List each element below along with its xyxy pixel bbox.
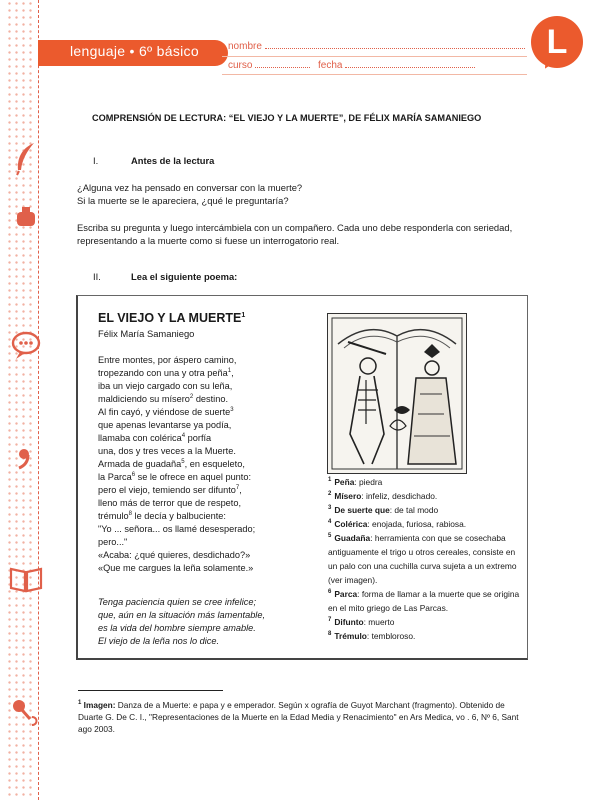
poem-line: trémulo$^8$ le decía y balbuciente: xyxy=(98,510,226,521)
question-1: ¿Alguna vez ha pensado en conversar con la muerte? xyxy=(77,182,303,193)
glossary-definition: : infeliz, desdichado. xyxy=(361,491,438,501)
poem-line: «Acaba: ¿qué quieres, desdichado?» xyxy=(98,550,251,560)
question-block xyxy=(77,182,527,207)
poem-line: Al fin cayó, y viéndose de suerte$^3$ xyxy=(98,406,234,417)
poem-line: maldiciendo su mísero$^2$ destino. xyxy=(98,393,228,404)
name-field[interactable] xyxy=(228,41,525,52)
section-2-label: Lea el siguiente poema: xyxy=(131,271,238,282)
poem-note-ref: 7 xyxy=(235,484,240,491)
glossary-term: Colérica xyxy=(334,519,368,529)
instruction-text: Escriba su pregunta y luego intercámbiela con un compañero. Cada uno debe responderla con seriedad, representando a la muerte como si fuese un interrogatorio real. xyxy=(77,222,513,246)
glossary-entry: $^4$ Colérica: enojada, furiosa, rabiosa. xyxy=(328,519,467,529)
glossary xyxy=(328,475,522,643)
poem-author: Félix María Samaniego xyxy=(98,328,195,339)
margin-line xyxy=(38,0,39,800)
poem-line: tropezando con una y otra peña$^1$, xyxy=(98,367,234,378)
poem-note-ref: 1 xyxy=(227,367,232,374)
poem-note-ref: 5 xyxy=(181,458,185,465)
poem-line: lleno más de terror que de respeto, xyxy=(98,498,241,508)
glossary-term: Guadaña xyxy=(334,533,371,543)
glossary-entry: $^7$ Difunto: muerto xyxy=(328,617,395,627)
subject-grade xyxy=(70,43,199,59)
footnote-number: 1 xyxy=(78,700,82,706)
glossary-entry: $^8$ Trémulo: tembloroso. xyxy=(328,631,416,641)
section-2-number: II. xyxy=(93,271,101,282)
poem-title-text: EL VIEJO Y LA MUERTE xyxy=(98,311,242,325)
header-separator: • xyxy=(129,43,135,59)
poem-line: Armada de guadaña$^5$, en esqueleto, xyxy=(98,458,245,469)
poem-line: iba un viejo cargado con su leña, xyxy=(98,381,233,391)
moral-line: El viejo de la leña nos lo dice. xyxy=(98,636,220,646)
poem-line: que apenas levantarse ya podía, xyxy=(98,420,232,430)
name-label: nombre xyxy=(228,41,262,52)
margin-dots xyxy=(6,0,32,800)
poem-line: la Parca$^6$ se le ofrece en aquel punto: xyxy=(98,471,252,482)
quill-icon xyxy=(8,140,44,176)
section-1-label: Antes de la lectura xyxy=(131,155,215,166)
glossary-definition: : de tal modo xyxy=(389,505,439,515)
glossary-entry: $^2$ Mísero: infeliz, desdichado. xyxy=(328,491,438,501)
glossary-definition: : enojada, furiosa, rabiosa. xyxy=(367,519,467,529)
poem-line: «Que me cargues la leña solamente.» xyxy=(98,563,254,573)
image-footnote xyxy=(78,697,528,735)
footnote-text: Danza de a Muerte: e papa y e emperador. Según x ografía de Guyot Marchant (fragmento). Obtenido de Duarte G. De C. I., "Representaciones de la Muerte en la Edad Media y Renacimiento" en Ars Medica, vo . 6, Nº 6, Sant ago 2003. xyxy=(78,699,519,734)
inkpot-icon xyxy=(8,198,44,234)
poem-line: Entre montes, por áspero camino, xyxy=(98,355,237,365)
dance-of-death-woodcut xyxy=(327,313,467,474)
poem-title xyxy=(98,311,245,325)
glossary-entry: $^5$ Guadaña: herramienta con que se cosechaba antiguamente el trigo u otros cereales, consiste en un palo con una cuchilla curva sujeta a un extremo (ver imagen). xyxy=(328,533,517,585)
microphone-icon xyxy=(8,695,44,731)
question-2: Si la muerte se le apareciera, ¿qué le preguntaría? xyxy=(77,194,289,206)
moral-line: es la vida del hombre siempre amable. xyxy=(98,623,256,633)
glossary-entry: $^6$ Parca: forma de llamar a la muerte que se origina en el mito griego de Las Parcas. xyxy=(328,589,520,613)
poem-line: una, dos y tres veces a la Muerte. xyxy=(98,446,236,456)
poem-note-ref: 8 xyxy=(128,510,132,517)
subject-label: lenguaje xyxy=(70,43,126,59)
glossary-term: De suerte que xyxy=(334,505,390,515)
glossary-definition: : forma de llamar a la muerte que se origina en el mito griego de Las Parcas. xyxy=(328,589,520,613)
section-1-number: I. xyxy=(93,155,99,166)
glossary-entry: $^3$ De suerte que: de tal modo xyxy=(328,505,439,515)
document-title: COMPRENSIÓN DE LECTURA: “EL VIEJO Y LA MUERTE”, DE FÉLIX MARÍA SAMANIEGO xyxy=(92,113,482,123)
glossary-definition: : piedra xyxy=(354,477,383,487)
moral-line: Tenga paciencia quien se cree infelice; xyxy=(98,597,256,607)
glossary-definition: : muerto xyxy=(363,617,395,627)
glossary-entry: $^1$ Peña: piedra xyxy=(328,477,383,487)
poem-note-ref: 2 xyxy=(189,393,194,400)
subject-badge: L xyxy=(531,16,583,68)
header-rule-bottom xyxy=(222,74,527,75)
glossary-term: Difunto xyxy=(334,617,364,627)
open-book-icon xyxy=(8,560,44,596)
glossary-definition: : herramienta con que se cosechaba antiguamente el trigo u otros cereales, consiste en un palo con una cuchilla curva sujeta a un extremo (ver imagen). xyxy=(328,533,517,585)
glossary-term: Trémulo xyxy=(334,631,367,641)
poem-line: pero el viejo, temiendo ser difunto$^7$, xyxy=(98,484,242,495)
poem-note-ref: 6 xyxy=(131,471,136,478)
course-field[interactable] xyxy=(228,60,310,71)
poem-line: "Yo ... señora... os llamé desesperado; xyxy=(98,524,256,534)
date-field[interactable] xyxy=(318,60,475,71)
glossary-term: Peña xyxy=(334,477,355,487)
comma-icon xyxy=(8,440,44,476)
poem-note-ref: 3 xyxy=(230,406,234,413)
left-margin xyxy=(0,0,52,800)
poem-line: pero..." xyxy=(98,537,128,547)
speech-bubble-icon xyxy=(8,328,44,364)
course-label: curso xyxy=(228,60,253,71)
poem-moral xyxy=(98,596,318,648)
poem-line: llamaba con colérica$^4$ porfía xyxy=(98,432,212,443)
glossary-definition: : tembloroso. xyxy=(366,631,416,641)
date-label: fecha xyxy=(318,60,343,71)
poem-title-note: 1 xyxy=(241,311,246,319)
footnote-label: Imagen: xyxy=(83,699,116,710)
footnote-rule xyxy=(78,690,223,691)
moral-line: que, aún en la situación más lamentable, xyxy=(98,610,266,620)
grade-label: 6º básico xyxy=(138,43,199,59)
glossary-term: Mísero xyxy=(334,491,362,501)
poem-stanza-1 xyxy=(98,354,308,575)
glossary-term: Parca xyxy=(334,589,358,599)
poem-note-ref: 4 xyxy=(181,432,186,439)
header-rule xyxy=(222,56,527,57)
